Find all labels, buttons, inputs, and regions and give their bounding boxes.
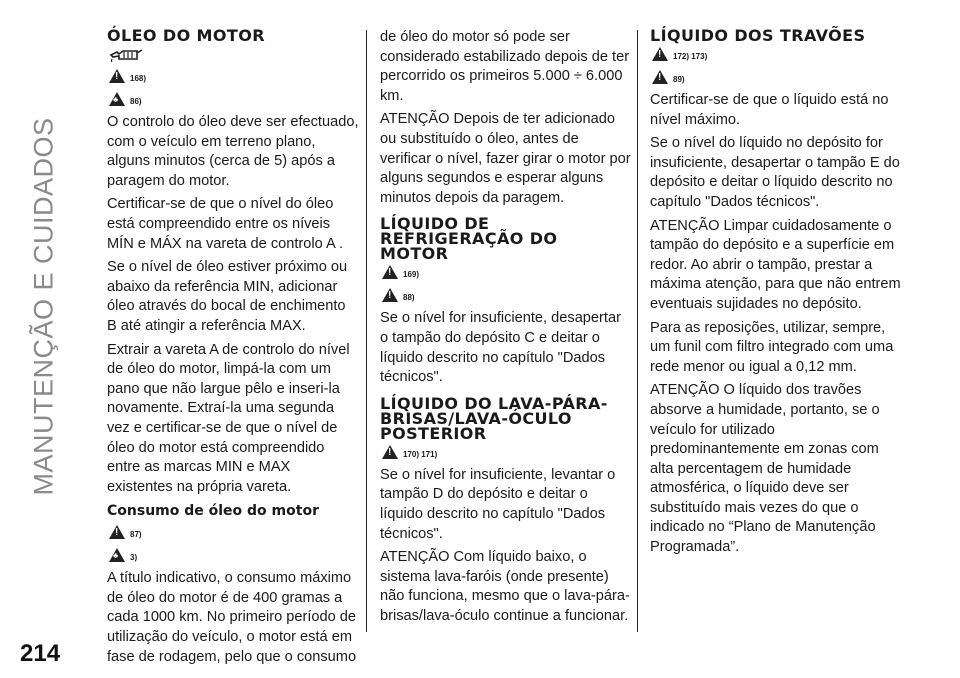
warning-note-88 [382, 286, 632, 307]
paragraph: Para as reposições, utilizar, sempre, um funil com filtro integrado com uma rede menor ou igual a 0,12 mm. [650, 319, 894, 375]
paragraph: Certificar-se de que o nível do óleo está compreendido entre os níveis MÍN e MÁX na vareta de controlo A . [107, 196, 344, 252]
warning-triangle-icon [382, 288, 398, 302]
column-3 [650, 28, 902, 562]
heading-line: REFRIGERAÇÃO DO [380, 229, 558, 249]
note-ref: 3) [130, 553, 138, 563]
note-ref: 169) [403, 270, 420, 280]
note-ref: 87) [130, 530, 142, 540]
heading-engine-oil: ÓLEO DO MOTOR [107, 26, 265, 45]
note-ref: 168) [130, 74, 147, 83]
env-note-3 [109, 546, 359, 567]
warning-note-169 [382, 263, 632, 284]
paragraph: ATENÇÃO O líquido dos travões absorve a humidade, portanto, se o veículo for utilizado predominantemente em zonas com alta percentagem de humidade atmosférica, o líquido deve ser substituído mais vezes do que o indicado no “Plano de Manutenção Programada”. [650, 382, 880, 556]
note-ref: 86) [130, 97, 142, 106]
note-ref: 88) [403, 293, 415, 303]
heading-line: LÍQUIDO DE [380, 214, 490, 234]
warning-triangle-icon [382, 265, 398, 279]
warning-note-170-171 [382, 443, 632, 464]
warning-triangle-icon [652, 47, 668, 61]
warning-note-168 [109, 67, 359, 88]
note-ref: 89) [673, 75, 685, 84]
heading-line: MOTOR [380, 244, 449, 264]
warning-note-172-173 [652, 45, 902, 66]
column-divider-1 [366, 30, 367, 632]
note-ref: 172) 173) [673, 52, 708, 61]
heading-line: BRISAS/LAVA-ÓCULO [380, 408, 572, 428]
paragraph: ATENÇÃO Depois de ter adicionado ou substituído o óleo, antes de verificar o nível, fazer girar o motor por alguns segundos e esperar alguns minutos depois da paragem. [380, 111, 631, 206]
oil-can-icon [109, 45, 143, 63]
warning-note-89 [652, 68, 902, 89]
side-section-title-text: MANUTENÇÃO E CUIDADOS [28, 117, 59, 496]
heading-coolant [380, 214, 632, 264]
paragraph: A título indicativo, o consumo máximo de óleo do motor é de 400 gramas a cada 1000 km. No primeiro período de utilização do veículo, o motor está em fase de rodagem, pelo que o consumo [107, 570, 357, 665]
heading-line: POSTERIOR [380, 423, 487, 443]
page-number: 214 [20, 640, 61, 667]
note-ref: 170) 171) [403, 449, 438, 459]
paragraph: Extrair a vareta A de controlo do nível de óleo do motor, limpá-la com um pano que não largue pêlo e inseri-la novamente. Extraí-la uma segunda vez e certificar-se de que o nível de óleo do motor está compreendido entre as marcas MIN e MAX existentes na própria vareta. [107, 341, 350, 495]
env-note-86 [109, 90, 359, 111]
heading-washer-fluid [380, 393, 632, 443]
paragraph: Se o nível de óleo estiver próximo ou abaixo da referência MIN, adicionar óleo através do bocal de enchimento B até atingir a referência MAX. [107, 259, 348, 334]
column-divider-2 [637, 30, 638, 632]
paragraph: O controlo do óleo deve ser efectuado, com o veículo em terreno plano, alguns minutos (cerca de 5) após a paragem do motor. [107, 114, 359, 189]
warning-note-87 [109, 523, 359, 544]
warning-triangle-icon [109, 525, 125, 539]
column-1 [107, 28, 359, 671]
paragraph: ATENÇÃO Limpar cuidadosamente o tampão do depósito e a superfície em redor. Ao abrir o tampão, prestar a máxima atenção, para que não entrem eventuais sujidades no depósito. [650, 217, 901, 312]
paragraph: de óleo do motor só pode ser considerado estabilizado depois de ter percorrido os primeiros 5.000 ÷ 6.000 km. [380, 29, 630, 104]
environment-triangle-icon [109, 92, 125, 106]
paragraph: Se o nível for insuficiente, desapertar o tampão do depósito C e deitar o líquido descrito no capítulo "Dados técnicos". [380, 310, 621, 386]
paragraph: ATENÇÃO Com líquido baixo, o sistema lava-faróis (onde presente) não funciona, mesmo que o lava-pára-brisas/lava-óculo continue a funcionar. [380, 549, 630, 624]
heading-line: LÍQUIDO DO LAVA-PÁRA- [380, 393, 608, 413]
paragraph: Se o nível for insuficiente, levantar o tampão D do depósito e deitar o líquido descrito no capítulo "Dados técnicos". [380, 466, 616, 542]
paragraph: Se o nível do líquido no depósito for insuficiente, desapertar o tampão E do depósito e deitar o líquido descrito no capítulo "Dados técnicos". [650, 135, 900, 210]
heading-brake-fluid: LÍQUIDO DOS TRAVÕES [650, 26, 866, 45]
paragraph: Certificar-se de que o líquido está no nível máximo. [650, 92, 889, 128]
subheading-oil-consumption: Consumo de óleo do motor [107, 503, 319, 520]
column-2 [380, 28, 632, 630]
warning-triangle-icon [652, 70, 668, 84]
warning-triangle-icon [109, 69, 125, 83]
environment-triangle-icon [109, 548, 125, 562]
warning-triangle-icon [382, 445, 398, 459]
